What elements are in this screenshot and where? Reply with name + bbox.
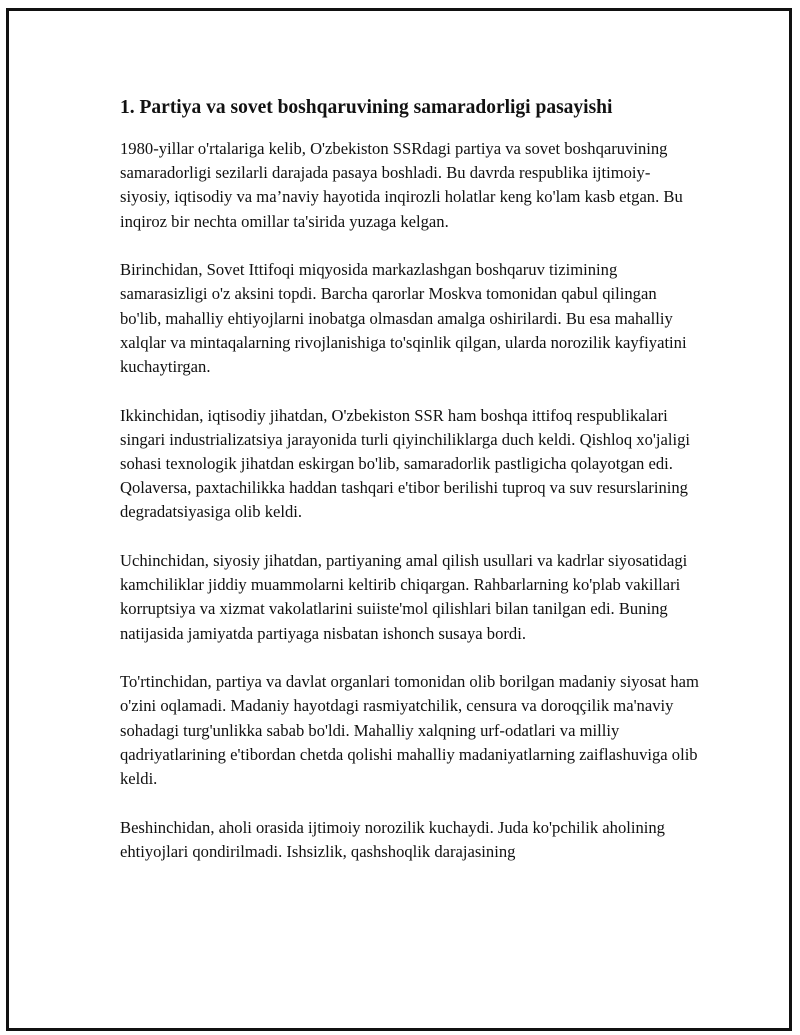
paragraph-intro: 1980-yillar o'rtalariga kelib, O'zbekiston SSRdagi partiya va sovet boshqaruvining samaradorligi sezilarli darajada pasaya boshladi. Bu davrda respublika ijtimoiy-siyosiy, iqtisodiy va ma’naviy hayotida inqirozli holatlar keng ko'lam kasb etgan. Bu inqiroz bir nechta omillar ta'sirida yuzaga kelgan. xyxy=(120,139,683,231)
paragraph-first-reason: Birinchidan, Sovet Ittifoqi miqyosida markazlashgan boshqaruv tizimining samarasizligi o'z aksini topdi. Barcha qarorlar Moskva tomonidan qabul qilingan bo'lib, mahalliy ehtiyojlarni inobatga olmasdan amalga oshirilardi. Bu esa mahalliy xalqlar va mintaqalarning rivojlanishiga to'sqinlik qilgan, ularda norozilik kayfiyatini kuchaytirgan. xyxy=(120,260,687,377)
page-frame xyxy=(6,8,792,1031)
section-heading: 1. Partiya va sovet boshqaruvining samaradorligi pasayishi xyxy=(120,97,613,118)
paragraph-fourth-reason: To'rtinchidan, partiya va davlat organlari tomonidan olib borilgan madaniy siyosat ham o'zini oqlamadi. Madaniy hayotdagi rasmiyatchilik, censura va doroqçilik ma'naviy sohadagi turg'unlikka sabab bo'ldi. Mahalliy xalqning urf-odatlari va milliy qadriyatlarining e'tibordan chetda qolishi mahalliy madaniyatlarning zaiflashuviga olib keldi. xyxy=(120,672,699,789)
paragraph-fifth-reason: Beshinchidan, aholi orasida ijtimoiy norozilik kuchaydi. Juda ko'pchilik aholining ehtiyojlari qondirilmadi. Ishsizlik, qashshoqlik darajasining xyxy=(120,817,665,861)
paragraph-second-reason: Ikkinchidan, iqtisodiy jihatdan, O'zbekiston SSR ham boshqa ittifoq respublikalari singari industrializatsiya jarayonida turli qiyinchiliklarga duch keldi. Qishloq xo'jaligi sohasi texnologik jihatdan eskirgan bo'lib, samaradorlik pastligicha qolayotgan edi. Qolaversa, paxtachilikka haddan tashqari e'tibor berilishi tuproq va suv resurslarining degradatsiyasiga olib keldi. xyxy=(120,405,690,522)
paragraph-third-reason: Uchinchidan, siyosiy jihatdan, partiyaning amal qilish usullari va kadrlar siyosatidagi kamchiliklar jiddiy muammolarni keltirib chiqargan. Rahbarlarning ko'plab vakillari korruptsiya va xizmat vakolatlarini suiiste'mol qilishlari bilan tanilgan edi. Buning natijasida jamiyatda partiyaga nisbatan ishonch susaya bordi. xyxy=(120,551,688,643)
document-body xyxy=(120,95,700,888)
